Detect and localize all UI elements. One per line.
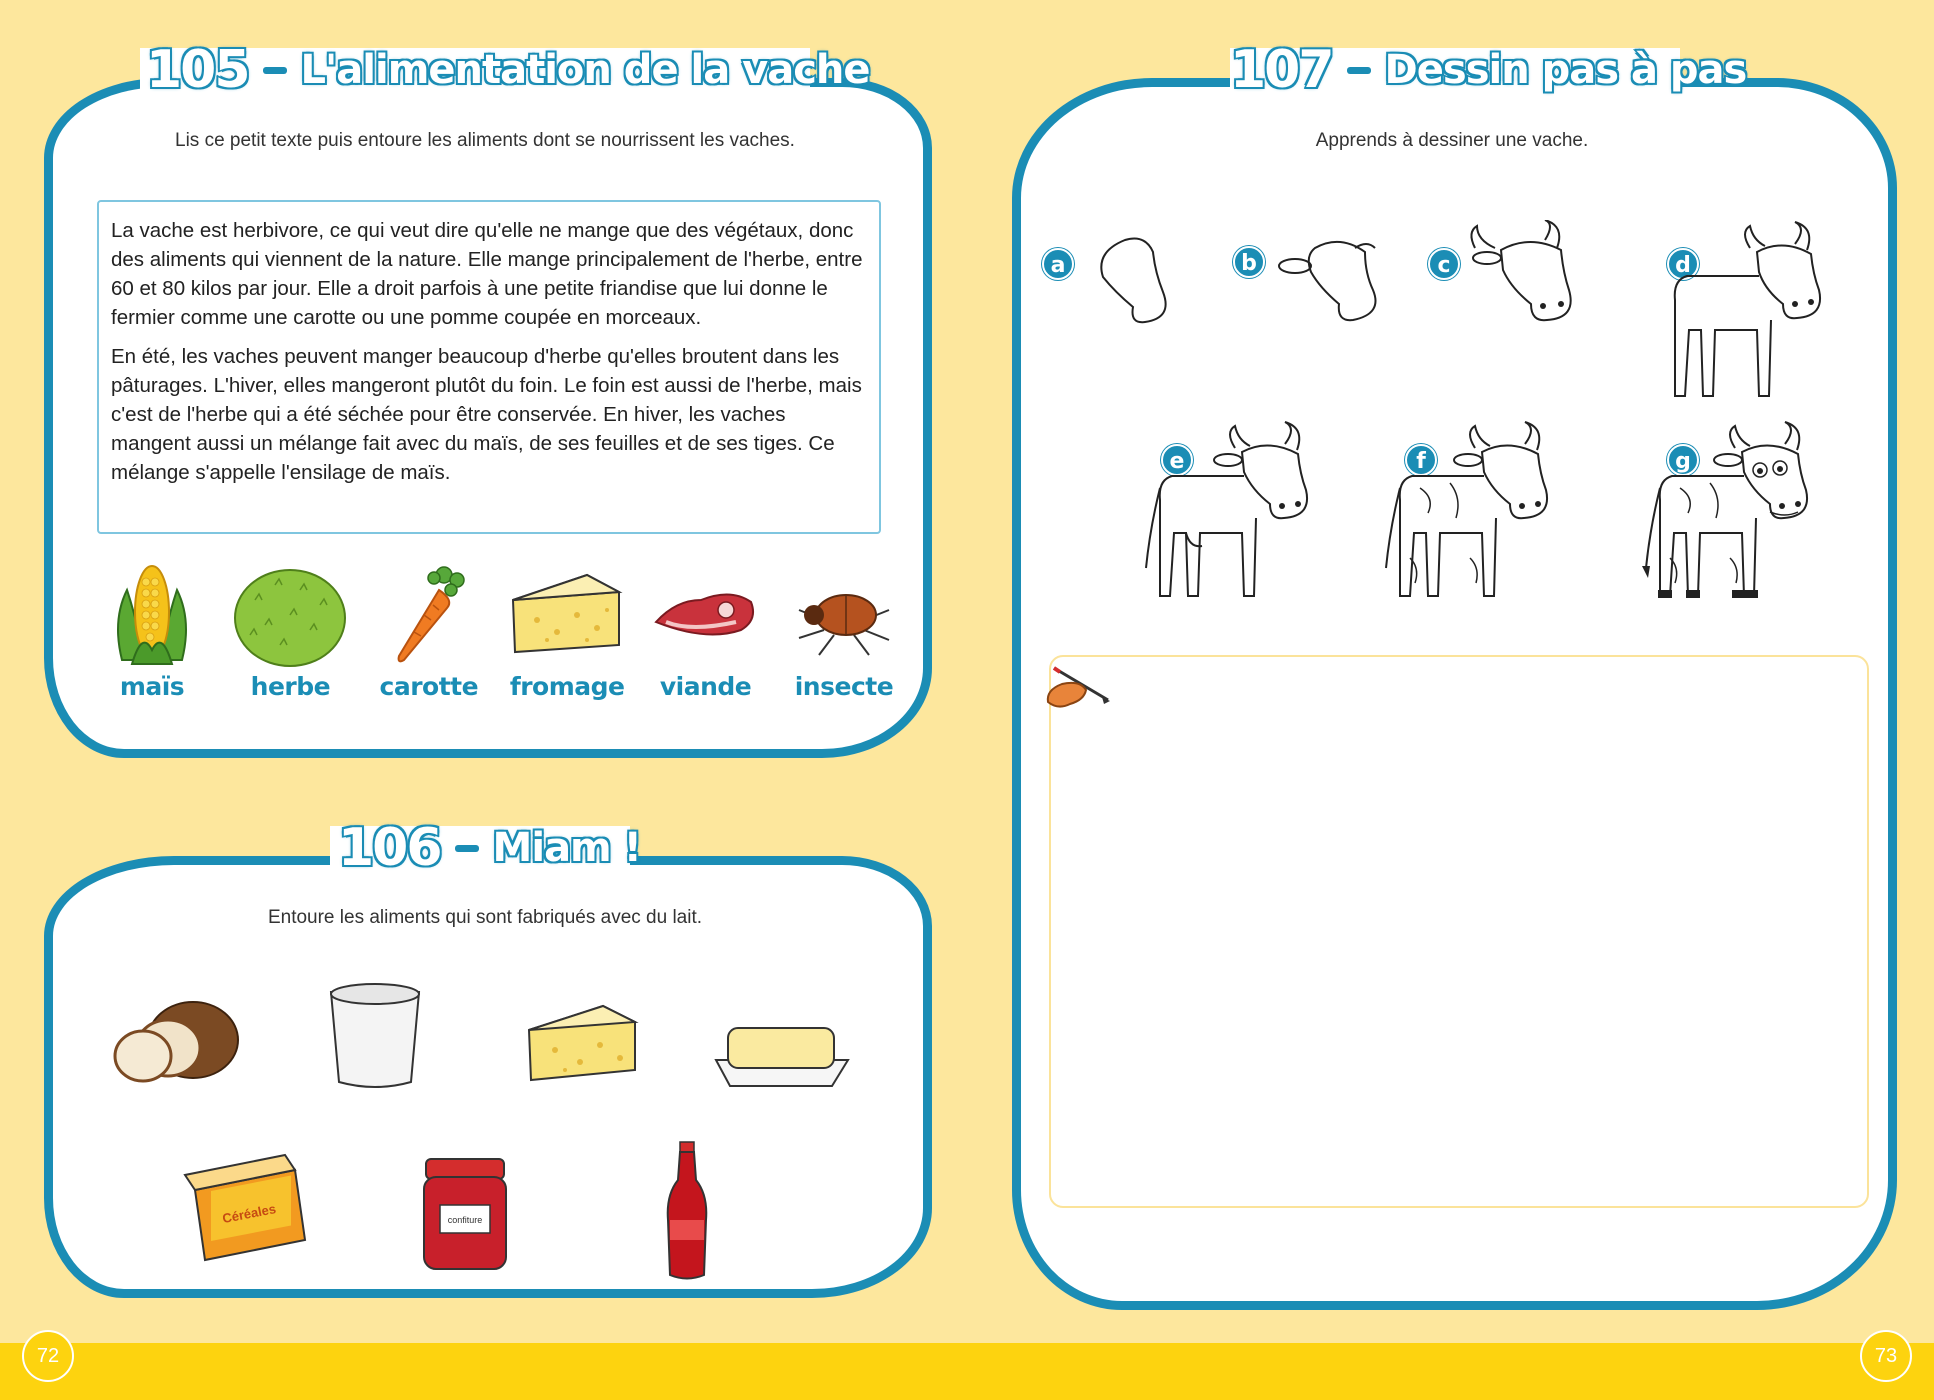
title-dash: [1347, 67, 1371, 74]
cheese-icon[interactable]: [525, 1000, 640, 1085]
title-107: [1230, 40, 1746, 100]
activity-title: L'alimentation de la vache: [300, 47, 870, 93]
step-badge-g: g: [1667, 444, 1699, 476]
food-label: herbe: [250, 672, 331, 701]
food-item-viande[interactable]: [646, 560, 766, 701]
step-badge-d: d: [1667, 248, 1699, 280]
title-dash: [455, 845, 479, 852]
carrot-icon: [369, 560, 489, 670]
page-number-right: 73: [1860, 1330, 1912, 1382]
meat-steak-icon: [646, 560, 766, 670]
title-105: [146, 40, 870, 100]
cow-step-b-drawing: [1275, 228, 1390, 323]
story-paragraph-2: En été, les vaches peuvent manger beaucoup d'herbe qu'elles broutent dans les pâturages. L'hiver, elles mangeront plutôt du foin. Le foin est aussi de l'herbe, mais c'est de l'herbe qui a été séchée pour être conservée. En hiver, les vaches mangent aussi un mélange fait avec du maïs, de ses feuilles et de ses tiges. Ce mélange s'appelle l'ensilage de maïs.: [111, 345, 862, 484]
corn-icon: [92, 560, 212, 670]
yogurt-icon[interactable]: [325, 980, 425, 1095]
instruction-107: Apprends à dessiner une vache.: [1315, 130, 1589, 151]
food-item-fromage[interactable]: [507, 560, 627, 701]
food-label: fromage: [509, 672, 625, 701]
grass-bush-icon: [230, 560, 350, 670]
pencil-hand-icon: [1040, 660, 1112, 718]
food-label: insecte: [794, 672, 894, 701]
cereal-box-text: Céréales: [221, 1201, 278, 1227]
food-choices: [92, 560, 904, 701]
story-paragraph-1: La vache est herbivore, ce qui veut dire qu'elle ne mange que des végétaux, donc des aliments qui viennent de la nature. Elle mange principalement de l'herbe, entre 60 et 80 kilos par jour. Elle a droit parfois à une petite friandise que lui donne le fermier comme une carotte ou une pomme coupée en morceaux.: [111, 219, 863, 329]
butter-icon[interactable]: [712, 1008, 852, 1093]
food-item-herbe[interactable]: [230, 560, 350, 701]
title-106: [338, 818, 641, 878]
instruction-106: Entoure les aliments qui sont fabriqués avec du lait.: [267, 907, 703, 928]
cow-step-a-drawing: [1095, 232, 1175, 327]
activity-title: Dessin pas à pas: [1384, 47, 1747, 93]
jam-label: confiture: [447, 1215, 483, 1225]
activity-number: 106: [338, 818, 441, 878]
title-dash: [263, 67, 287, 74]
page-number-left: 72: [22, 1330, 74, 1382]
drawing-area[interactable]: [1049, 655, 1869, 1208]
cow-step-c-drawing: [1465, 220, 1590, 325]
activity-number: 105: [146, 40, 249, 100]
instruction-105: Lis ce petit texte puis entoure les aliments dont se nourrissent les vaches.: [175, 130, 795, 151]
food-label: carotte: [379, 672, 479, 701]
food-label: viande: [659, 672, 752, 701]
footer-bar: [0, 1343, 1934, 1400]
story-text-box: [97, 200, 881, 534]
food-item-insecte[interactable]: [784, 560, 904, 701]
cow-step-f-drawing: [1380, 418, 1555, 603]
food-item-mais[interactable]: [92, 560, 212, 701]
cow-step-g-drawing: [1640, 418, 1820, 603]
step-badge-e: e: [1161, 444, 1193, 476]
food-label: maïs: [119, 672, 185, 701]
cow-step-d-drawing: [1665, 220, 1825, 400]
beetle-icon: [784, 560, 904, 670]
cow-step-e-drawing: [1140, 418, 1315, 603]
cheese-icon: [507, 560, 627, 670]
bread-icon[interactable]: [108, 990, 243, 1090]
cereal-box-icon[interactable]: [175, 1150, 315, 1270]
activity-title: Miam !: [492, 825, 641, 871]
step-badge-a: a: [1042, 248, 1074, 280]
step-badge-c: c: [1428, 248, 1460, 280]
activity-number: 107: [1230, 40, 1333, 100]
jam-jar-icon[interactable]: [420, 1155, 510, 1275]
food-item-carotte[interactable]: [369, 560, 489, 701]
soda-bottle-icon[interactable]: [662, 1140, 712, 1285]
step-badge-b: b: [1233, 246, 1265, 278]
step-badge-f: f: [1405, 444, 1437, 476]
